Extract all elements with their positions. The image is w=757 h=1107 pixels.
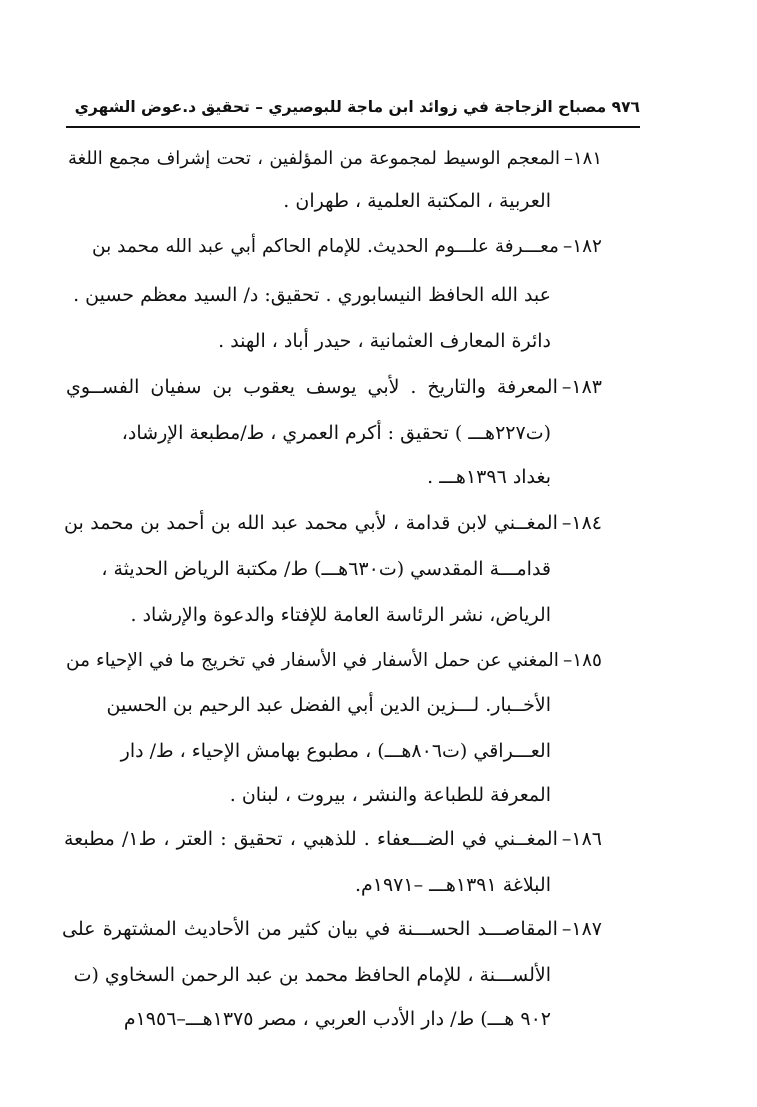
- entry-187-text-1: المقاصـــد الحســـنة في بيان كثير من الأحاديث المشتهرة على: [62, 918, 558, 940]
- entry-185-line-3: العـــراقي (ت٨٠٦هـــ) ، مطبوع بهامش الإحياء ، ط/ دار: [120, 740, 551, 762]
- entry-187-line-3: ٩٠٢ هـــ) ط/ دار الأدب العربي ، مصر ١٣٧٥هـــ–١٩٥٦م: [123, 1008, 551, 1030]
- entry-183-number: ١٨٣–: [561, 376, 602, 398]
- entry-184-text-1: المغــني لابن قدامة ، لأبي محمد عبد الله بن أحمد بن محمد بن: [64, 512, 558, 534]
- entry-181-number: ١٨١–: [563, 148, 602, 169]
- entry-183-line-3: بغداد ١٣٩٦هـــ .: [427, 466, 551, 488]
- entry-185-text-1: المغني عن حمل الأسفار في الأسفار في تخريج ما في الإحياء من: [66, 650, 559, 671]
- entry-185-number: ١٨٥–: [562, 650, 602, 671]
- entry-182-line-1: [92, 232, 602, 262]
- entry-182-number: ١٨٢–: [562, 236, 602, 257]
- entry-184-line-2: قدامـــة المقدسي (ت٦٣٠هـــ) ط/ مكتبة الرياض الحديثة ،: [101, 558, 551, 580]
- entry-181-text-1: المعجم الوسيط لمجموعة من المؤلفين ، تحت إشراف مجمع اللغة: [68, 148, 560, 169]
- entry-185-line-2: الأخــبار. لـــزين الدين أبي الفضل عبد الرحيم بن الحسين: [106, 694, 551, 716]
- entry-186-line-2: البلاغة ١٣٩١هـــ –١٩٧١م.: [354, 874, 551, 896]
- page-header: ٩٧٦ مصباح الزجاجة في زوائد ابن ماجة للبوصيري – تحقيق د.عوض الشهري: [66, 88, 640, 128]
- entry-182-line-3: دائرة المعارف العثمانية ، حيدر أباد ، الهند .: [218, 330, 551, 352]
- entry-185-line-4: المعرفة للطباعة والنشر ، بيروت ، لبنان .: [229, 784, 551, 806]
- entry-181-line-2: العربية ، المكتبة العلمية ، طهران .: [283, 190, 551, 212]
- entry-182-line-2: عبد الله الحافظ النيسابوري . تحقيق: د/ السيد معظم حسين .: [73, 284, 551, 306]
- entry-183-line-2: (ت٢٢٧هـــ ) تحقيق : أكرم العمري ، ط/مطبعة الإرشاد،: [121, 422, 551, 444]
- entry-181-line-1: [68, 144, 602, 174]
- entry-182-text-1: معـــرفة علـــوم الحديث. للإمام الحاكم أبي عبد الله محمد بن: [92, 236, 559, 257]
- entry-186-number: ١٨٦–: [561, 828, 602, 850]
- entry-187-number: ١٨٧–: [561, 918, 602, 940]
- entry-183-line-1: [66, 372, 602, 402]
- entry-187-line-1: [62, 914, 602, 944]
- entry-184-line-3: الرياض، نشر الرئاسة العامة للإفتاء والدعوة والإرشاد .: [130, 604, 551, 626]
- entry-186-line-1: [64, 824, 602, 854]
- entry-185-line-1: [66, 646, 602, 676]
- entry-187-line-2: الألســـنة ، للإمام الحافظ محمد بن عبد الرحمن السخاوي (ت: [73, 964, 551, 986]
- entry-184-line-1: [64, 508, 602, 538]
- entry-184-number: ١٨٤–: [561, 512, 602, 534]
- entry-186-text-1: المغــني في الضـــعفاء . للذهبي ، تحقيق : العتر ، ط١/ مطبعة: [64, 828, 558, 850]
- entry-183-text-1: المعرفة والتاريخ . لأبي يوسف يعقوب بن سفيان الفســوي: [66, 376, 558, 398]
